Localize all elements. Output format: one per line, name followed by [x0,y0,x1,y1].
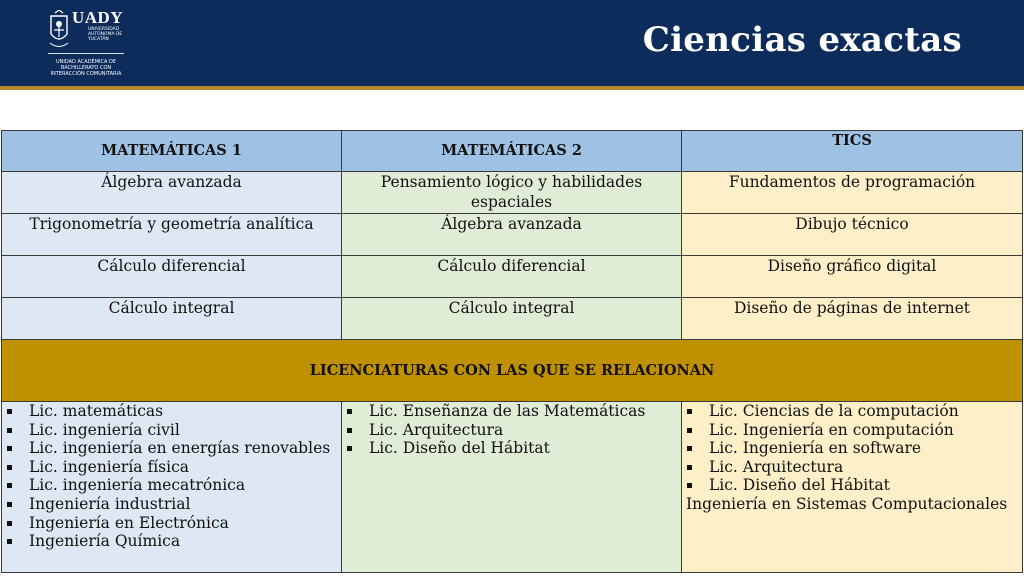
table-row [2,214,1023,256]
bullet-icon [7,483,12,488]
licenciaturas-row [2,402,1023,573]
licenciaturas-cell [2,402,342,573]
logo-divider [48,53,124,54]
section-band-row [2,340,1023,402]
logo-brand: UADY [72,8,124,27]
bullet-icon [7,539,12,544]
header-bar [0,0,1024,86]
header-accent-line [0,86,1024,90]
table-cell: Cálculo diferencial [342,256,682,298]
table-cell: Trigonometría y geometría analítica [2,214,342,256]
uady-logo [44,8,128,82]
column-header: MATEMÁTICAS 2 [342,131,682,172]
table-row [2,298,1023,340]
table-cell: Dibujo técnico [682,214,1023,256]
column-header: TICS [682,131,1023,172]
bullet-icon [7,446,12,451]
bullet-icon [7,428,12,433]
bullet-icon [687,483,692,488]
licenciaturas-list [2,402,341,551]
list-item: Lic. Arquitectura [346,421,681,440]
list-item: Lic. ingeniería civil [6,421,341,440]
licenciaturas-list [682,402,1022,495]
bullet-icon [347,446,352,451]
licenciaturas-list [342,402,681,458]
bullet-icon [347,409,352,414]
list-item: Lic. Diseño del Hábitat [686,476,1022,495]
logo-unit: UNIDAD ACADÉMICA DE BACHILLERATO CON INTERACCIÓN COMUNITARIA [50,59,122,77]
bullet-icon [347,428,352,433]
list-item: Lic. ingeniería mecatrónica [6,476,341,495]
list-item-plain: Ingeniería en Sistemas Computacionales [686,494,1008,513]
table-cell: Fundamentos de programación [682,172,1023,214]
table-cell: Cálculo diferencial [2,256,342,298]
crest-icon [48,10,70,50]
licenciaturas-cell [682,402,1023,573]
table-cell: Diseño gráfico digital [682,256,1023,298]
list-item: Lic. Diseño del Hábitat [346,439,681,458]
list-item: Lic. matemáticas [6,402,341,421]
table-cell: Cálculo integral [2,298,342,340]
list-item: Ingeniería industrial [6,495,341,514]
list-item: Lic. Enseñanza de las Matemáticas [346,402,681,421]
bullet-icon [7,502,12,507]
table-header-row [2,131,1023,172]
table-cell: Diseño de páginas de internet [682,298,1023,340]
table-row [2,256,1023,298]
bullet-icon [687,428,692,433]
licenciaturas-cell [342,402,682,573]
list-item: Lic. ingeniería en energías renovables [6,439,341,458]
logo-university: UNIVERSIDAD AUTÓNOMA DE YUCATÁN [88,27,123,42]
table-cell: Pensamiento lógico y habilidades espaciales [342,172,682,214]
page-title: Ciencias exactas [642,20,962,60]
bullet-icon [7,521,12,526]
list-item: Ingeniería Química [6,532,341,551]
table-cell: Cálculo integral [342,298,682,340]
list-item: Lic. Ciencias de la computación [686,402,1022,421]
bullet-icon [687,409,692,414]
bullet-icon [687,446,692,451]
table-row [2,172,1023,214]
list-item: Lic. Ingeniería en computación [686,421,1022,440]
list-item: Lic. ingeniería física [6,458,341,477]
bullet-icon [7,409,12,414]
list-item: Lic. Arquitectura [686,458,1022,477]
bullet-icon [687,465,692,470]
section-band: LICENCIATURAS CON LAS QUE SE RELACIONAN [2,340,1023,402]
table-cell: Álgebra avanzada [342,214,682,256]
subjects-table [1,130,1023,573]
list-item: Lic. Ingeniería en software [686,439,1022,458]
bullet-icon [7,465,12,470]
table-cell: Álgebra avanzada [2,172,342,214]
column-header: MATEMÁTICAS 1 [2,131,342,172]
list-item: Ingeniería en Electrónica [6,514,341,533]
